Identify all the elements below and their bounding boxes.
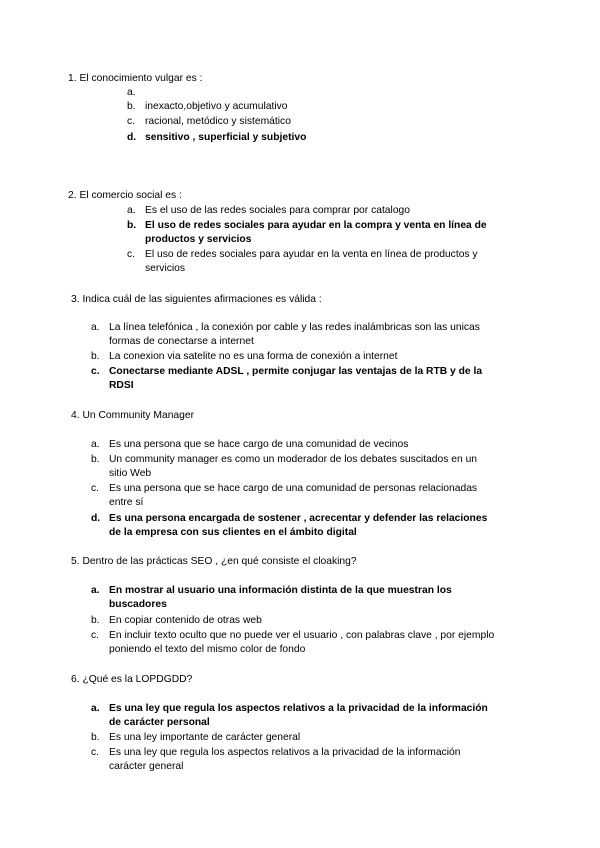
option-text xyxy=(109,321,527,349)
option-text: La conexion via satelite no es una forma de conexión a internet xyxy=(109,351,398,362)
question-2-option-b-correct xyxy=(127,219,527,247)
option-text-line-1: El uso de redes sociales para ayudar en la compra y venta en línea de xyxy=(145,220,487,231)
question-6-option-a-correct xyxy=(91,702,527,730)
option-label: b. xyxy=(91,615,100,626)
option-text xyxy=(145,86,457,100)
question-1-option-b xyxy=(127,100,457,114)
option-text xyxy=(109,365,527,393)
option-text-line-2: sitio Web xyxy=(109,468,152,479)
question-6-option-b xyxy=(91,731,527,745)
option-label: c. xyxy=(91,366,100,377)
option-text-line-1: Un community manager es como un moderador de los debates suscitados en un xyxy=(109,454,478,465)
option-label: a. xyxy=(91,322,100,333)
option-text-line-1: Es una ley que regula los aspectos relativos a la privacidad de la información xyxy=(109,703,488,714)
option-text-line-1: En mostrar al usuario una información distinta de la que muestran los xyxy=(109,585,452,596)
option-text xyxy=(109,746,527,774)
option-text xyxy=(109,453,527,481)
question-4-title: 4. Un Community Manager xyxy=(71,410,195,421)
option-text xyxy=(109,482,527,510)
question-1-option-a xyxy=(127,86,457,100)
option-text: Es una ley importante de carácter general xyxy=(109,732,301,743)
option-text-line-1: En incluir texto oculto que no puede ver el usuario , con palabras clave , por ejemplo xyxy=(109,630,495,641)
option-text-line-2: carácter general xyxy=(109,761,184,772)
option-text xyxy=(145,248,527,276)
option-text-line-2: entre sí xyxy=(109,497,144,508)
option-text-line-1: La línea telefónica , la conexión por cable y las redes inalámbricas son las unicas xyxy=(109,322,480,333)
question-3-option-c-correct xyxy=(91,365,527,393)
question-5-option-b xyxy=(91,614,527,628)
option-text-line-2: servicios xyxy=(145,263,186,274)
question-6-title: 6. ¿Qué es la LOPDGDD? xyxy=(71,674,193,685)
question-5-title: 5. Dentro de las prácticas SEO , ¿en qué consiste el cloaking? xyxy=(71,556,357,567)
question-4-option-c xyxy=(91,482,527,510)
option-text-line-2: de la empresa con sus clientes en el ámbito digital xyxy=(109,527,357,538)
option-text: Es una persona que se hace cargo de una comunidad de vecinos xyxy=(109,439,409,450)
option-text-line-2: poniendo el texto del mismo color de fondo xyxy=(109,644,306,655)
option-text-line-1: Es una persona que se hace cargo de una comunidad de personas relacionadas xyxy=(109,483,478,494)
question-5-option-c xyxy=(91,629,527,657)
option-text xyxy=(145,219,527,247)
option-text xyxy=(109,702,527,730)
option-text-line-1: Es una ley que regula los aspectos relativos a la privacidad de la información xyxy=(109,747,461,758)
option-text: En copiar contenido de otras web xyxy=(109,615,262,626)
question-3-option-b xyxy=(91,350,527,364)
option-text: inexacto,objetivo y acumulativo xyxy=(145,101,288,112)
option-label: c. xyxy=(127,116,136,127)
option-label: d. xyxy=(91,513,101,524)
question-4-option-a xyxy=(91,438,527,452)
question-1-title: 1. El conocimiento vulgar es : xyxy=(68,73,203,84)
option-label: a. xyxy=(91,703,100,714)
option-text-line-2: RDSI xyxy=(109,380,134,391)
question-4-option-b xyxy=(91,453,527,481)
option-text-line-2: productos y servicios xyxy=(145,234,252,245)
question-1-option-c xyxy=(127,115,457,129)
option-text-line-1: Conectarse mediante ADSL , permite conjugar las ventajas de la RTB y de la xyxy=(109,366,483,377)
question-5-option-a-correct xyxy=(91,584,527,612)
option-label: a. xyxy=(91,439,100,450)
question-2-title: 2. El comercio social es : xyxy=(68,190,182,201)
option-text-line-2: de carácter personal xyxy=(109,717,210,728)
option-label: b. xyxy=(127,101,136,112)
option-text xyxy=(109,512,527,540)
option-label: c. xyxy=(91,747,100,758)
option-label: c. xyxy=(127,249,136,260)
option-text-line-2: formas de conectarse a internet xyxy=(109,336,254,347)
option-label: b. xyxy=(91,454,100,465)
question-2-option-c xyxy=(127,248,527,276)
option-label: b. xyxy=(127,220,137,231)
question-3-title: 3. Indica cuál de las siguientes afirmaciones es válida : xyxy=(71,294,322,305)
option-text xyxy=(109,584,527,612)
option-text-line-1: Es una persona encargada de sostener , acrecentar y defender las relaciones xyxy=(109,513,488,524)
option-text: racional, metódico y sistemático xyxy=(145,116,291,127)
option-text xyxy=(109,629,527,657)
option-label: a. xyxy=(127,87,136,98)
option-text-line-2: buscadores xyxy=(109,599,167,610)
question-1-option-d-correct xyxy=(127,131,457,145)
option-label: c. xyxy=(91,483,100,494)
option-text: sensitivo , superficial y subjetivo xyxy=(145,132,307,143)
option-text-line-1: El uso de redes sociales para ayudar en la venta en línea de productos y xyxy=(145,249,478,260)
option-text: Es el uso de las redes sociales para comprar por catalogo xyxy=(145,205,410,216)
question-4-option-d-correct xyxy=(91,512,527,540)
option-label: d. xyxy=(127,132,137,143)
option-label: b. xyxy=(91,351,100,362)
option-label: c. xyxy=(91,630,100,641)
option-label: b. xyxy=(91,732,100,743)
question-2-option-a xyxy=(127,204,527,218)
question-3-option-a xyxy=(91,321,527,349)
option-label: a. xyxy=(127,205,136,216)
question-6-option-c xyxy=(91,746,527,774)
option-label: a. xyxy=(91,585,100,596)
